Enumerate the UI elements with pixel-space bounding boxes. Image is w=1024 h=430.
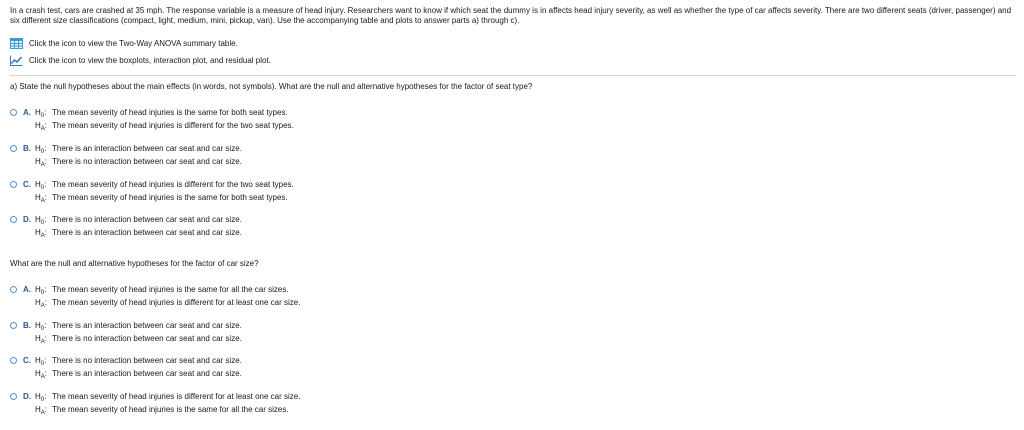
problem-intro: In a crash test, cars are crashed at 35 mph. The response variable is a measure of head injury. Researchers want to know if which seat the dummy is in affects head injury severity, as well as whether the type of car affects severity. There are two different seats (driver, passenger) and six different size classifications (compact, light, medium, mini, pickup, van). Use the accompanying table and plots to answer parts a) through c). bbox=[10, 6, 1012, 25]
h0-symbol: $H_0$: bbox=[35, 180, 47, 191]
option-letter: B. bbox=[23, 144, 31, 153]
size-option-a[interactable] bbox=[10, 285, 300, 308]
null-hypothesis: There is an interaction between car seat and car size. bbox=[52, 144, 242, 153]
null-hypothesis: The mean severity of head injuries is different for the two seat types. bbox=[52, 180, 294, 189]
h0-symbol: $H_0$: bbox=[35, 108, 47, 119]
null-hypothesis: There is an interaction between car seat and car size. bbox=[52, 321, 242, 330]
line-chart-icon[interactable] bbox=[10, 55, 23, 66]
size-option-b[interactable] bbox=[10, 321, 242, 344]
radio-button[interactable] bbox=[10, 216, 17, 223]
option-letter: C. bbox=[23, 356, 31, 365]
option-letter: C. bbox=[23, 180, 31, 189]
divider bbox=[10, 75, 1016, 76]
size-option-d[interactable] bbox=[10, 392, 300, 415]
ha-symbol: $H_A$: bbox=[35, 193, 48, 204]
size-option-c[interactable] bbox=[10, 356, 242, 379]
radio-button[interactable] bbox=[10, 109, 17, 116]
h0-symbol: $H_0$: bbox=[35, 321, 47, 332]
null-hypothesis: The mean severity of head injuries is the same for all the car sizes. bbox=[52, 285, 289, 294]
radio-button[interactable] bbox=[10, 357, 17, 364]
option-letter: B. bbox=[23, 321, 31, 330]
seat-option-b[interactable] bbox=[10, 144, 242, 167]
question-car-size: What are the null and alternative hypotheses for the factor of car size? bbox=[10, 259, 259, 268]
ha-symbol: $H_A$: bbox=[35, 121, 48, 132]
ha-symbol: $H_A$: bbox=[35, 298, 48, 309]
plots-link-text[interactable]: Click the icon to view the boxplots, interaction plot, and residual plot. bbox=[29, 55, 271, 65]
alternative-hypothesis: There is no interaction between car seat and car size. bbox=[52, 157, 242, 166]
table-icon[interactable] bbox=[10, 38, 23, 49]
radio-button[interactable] bbox=[10, 322, 17, 329]
option-letter: A. bbox=[23, 108, 31, 117]
anova-link-text[interactable]: Click the icon to view the Two-Way ANOVA summary table. bbox=[29, 38, 238, 48]
option-letter: D. bbox=[23, 215, 31, 224]
null-hypothesis: The mean severity of head injuries is different for at least one car size. bbox=[52, 392, 301, 401]
h0-symbol: $H_0$: bbox=[35, 285, 47, 296]
null-hypothesis: There is no interaction between car seat and car size. bbox=[52, 215, 242, 224]
h0-symbol: $H_0$: bbox=[35, 356, 47, 367]
question-seat-type: a) State the null hypotheses about the main effects (in words, not symbols). What are the null and alternative hypotheses for the factor of seat type? bbox=[10, 82, 533, 91]
alternative-hypothesis: The mean severity of head injuries is different for at least one car size. bbox=[52, 298, 301, 307]
radio-button[interactable] bbox=[10, 393, 17, 400]
alternative-hypothesis: The mean severity of head injuries is the same for all the car sizes. bbox=[52, 405, 289, 414]
alternative-hypothesis: There is an interaction between car seat and car size. bbox=[52, 369, 242, 378]
anova-table-link[interactable] bbox=[10, 37, 238, 49]
h0-symbol: $H_0$: bbox=[35, 392, 47, 403]
alternative-hypothesis: The mean severity of head injuries is different for the two seat types. bbox=[52, 121, 294, 130]
option-letter: A. bbox=[23, 285, 31, 294]
null-hypothesis: There is no interaction between car seat and car size. bbox=[52, 356, 242, 365]
ha-symbol: $H_A$: bbox=[35, 334, 48, 345]
seat-option-c[interactable] bbox=[10, 180, 294, 203]
seat-option-a[interactable] bbox=[10, 108, 294, 131]
ha-symbol: $H_A$: bbox=[35, 157, 48, 168]
radio-button[interactable] bbox=[10, 181, 17, 188]
plots-link[interactable] bbox=[10, 54, 271, 66]
ha-symbol: $H_A$: bbox=[35, 405, 48, 416]
radio-button[interactable] bbox=[10, 145, 17, 152]
null-hypothesis: The mean severity of head injuries is the same for both seat types. bbox=[52, 108, 288, 117]
alternative-hypothesis: There is no interaction between car seat and car size. bbox=[52, 334, 242, 343]
seat-option-d[interactable] bbox=[10, 215, 242, 238]
alternative-hypothesis: The mean severity of head injuries is the same for both seat types. bbox=[52, 193, 288, 202]
radio-button[interactable] bbox=[10, 286, 17, 293]
option-letter: D. bbox=[23, 392, 31, 401]
ha-symbol: $H_A$: bbox=[35, 369, 48, 380]
h0-symbol: $H_0$: bbox=[35, 144, 47, 155]
ha-symbol: $H_A$: bbox=[35, 228, 48, 239]
h0-symbol: $H_0$: bbox=[35, 215, 47, 226]
alternative-hypothesis: There is an interaction between car seat and car size. bbox=[52, 228, 242, 237]
